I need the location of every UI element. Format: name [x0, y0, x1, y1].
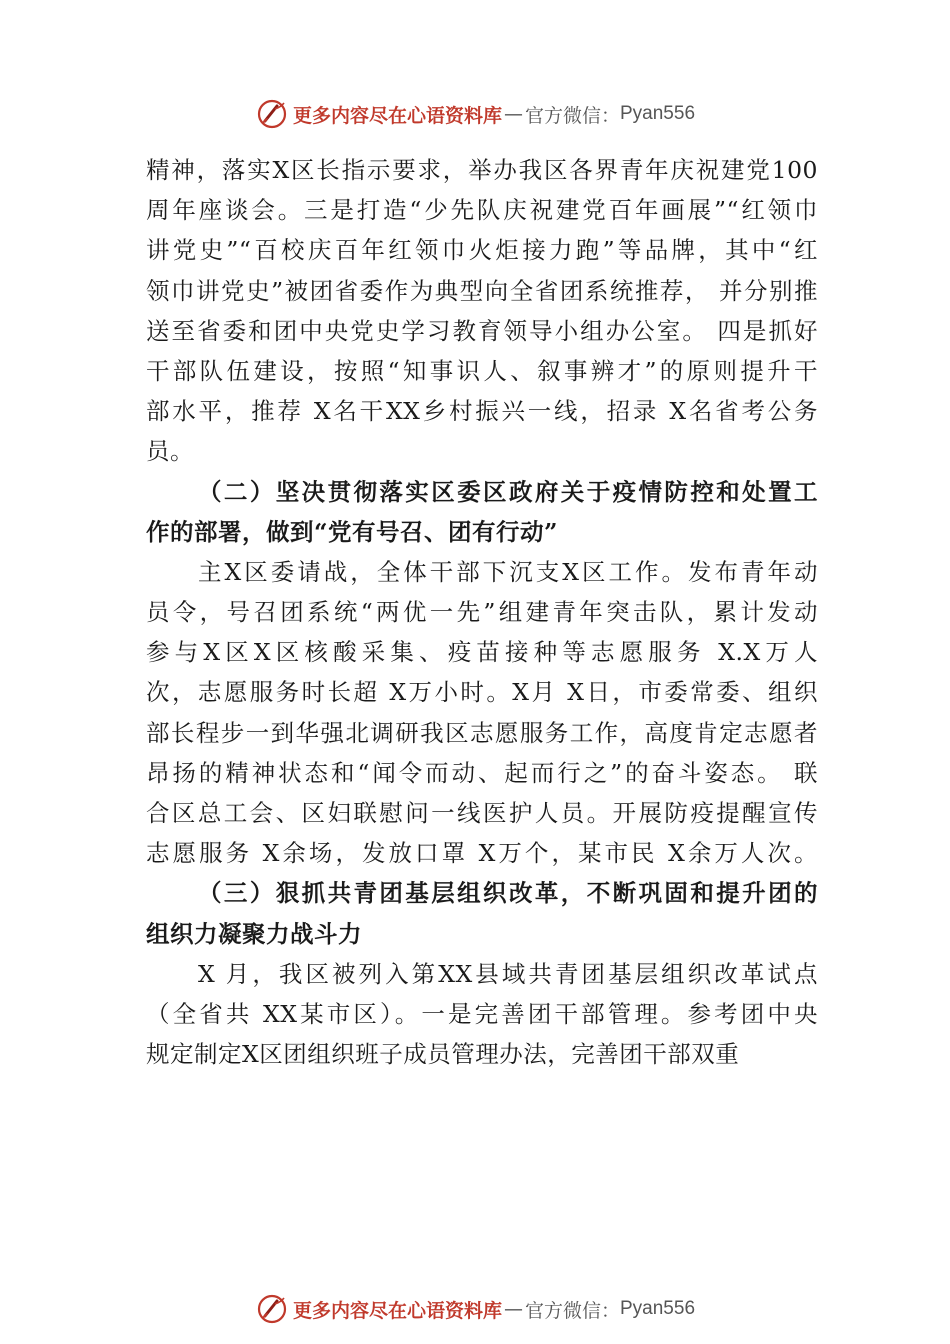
body-line: 志愿服务 X余场，发放口罩 X万个，某市民 X余万人次。	[146, 839, 818, 868]
section-heading-2: （二）坚决贯彻落实区委区政府关于疫情防控和处置工	[198, 477, 818, 506]
banner-dash: —	[503, 1298, 523, 1320]
banner-title: 更多内容尽在心语资料库	[292, 104, 502, 127]
body-line: 领巾讲党史”被团省委作为典型向全省团系统推荐， 并分别推	[146, 276, 818, 305]
body-line: 部水平，推荐 X名干XX乡村振兴一线，招录 X名省考公务	[146, 397, 818, 426]
body-line: 规定制定X区团组织班子成员管理办法，完善团干部双重	[146, 1040, 740, 1069]
body-line: 参与X区X区核酸采集、疫苗接种等志愿服务 X.X万人	[146, 638, 818, 667]
body-line: 昂扬的精神状态和“闻令而动、起而行之”的奋斗姿态。 联	[146, 758, 818, 787]
banner-wechat-label: 官方微信：	[524, 1299, 620, 1322]
body-line: 干部队伍建设，按照“知事识人、叙事辨才”的原则提升干	[146, 356, 818, 385]
body-line: 员令，号召团系统“两优一先”组建青年突击队，累计发动	[146, 598, 818, 627]
section-heading-3-cont: 组织力凝聚力战斗力	[146, 919, 362, 948]
body-line: 主X区委请战，全体干部下沉支X区工作。发布青年动	[198, 557, 818, 586]
banner-title: 更多内容尽在心语资料库	[292, 1299, 502, 1322]
banner-dash: —	[503, 103, 523, 125]
banner-wechat-id: Pyan556	[620, 103, 696, 124]
body-line: 员。	[146, 437, 194, 466]
body-line: （全省共 XX某市区）。一是完善团干部管理。参考团中央	[146, 999, 818, 1028]
banner-wechat-id: Pyan556	[620, 1298, 696, 1319]
header-banner	[0, 94, 950, 134]
body-line: 讲党史”“百校庆百年红领巾火炬接力跑”等品牌，其中“红	[146, 236, 818, 265]
body-line: 合区总工会、区妇联慰问一线医护人员。开展防疫提醒宣传	[146, 799, 818, 827]
section-heading-2-cont: 作的部署，做到“党有号召、团有行动”	[146, 517, 559, 546]
document-body	[146, 150, 818, 1074]
section-heading-3: （三）狠抓共青团基层组织改革，不断巩固和提升团的	[198, 879, 818, 908]
body-line: 周年座谈会。三是打造“少先队庆祝建党百年画展”“红领巾	[146, 196, 818, 225]
body-line: 送至省委和团中央党史学习教育领导小组办公室。 四是抓好	[146, 316, 818, 345]
banner-wechat-label: 官方微信：	[524, 104, 620, 127]
body-line: 精神，落实X区长指示要求，举办我区各界青年庆祝建党100	[146, 156, 818, 184]
footer-banner	[0, 1289, 950, 1329]
body-line: 次，志愿服务时长超 X万小时。X月 X日，市委常委、组织	[146, 678, 818, 707]
brush-logo-icon	[255, 97, 289, 131]
brush-logo-icon	[255, 1292, 289, 1326]
body-line: X 月，我区被列入第XX县域共青团基层组织改革试点	[198, 959, 818, 988]
body-line: 部长程步一到华强北调研我区志愿服务工作，高度肯定志愿者	[146, 718, 818, 747]
